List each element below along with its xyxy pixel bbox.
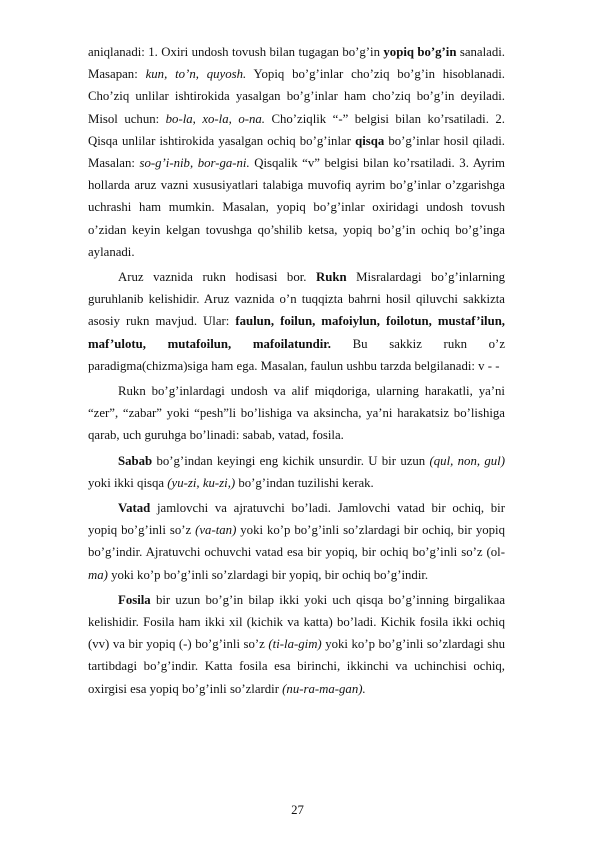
paragraph-vatad bbox=[88, 497, 505, 586]
term-rukn: Rukn bbox=[316, 270, 347, 285]
text-run: Aruz vaznida rukn hodisasi bor. bbox=[118, 270, 317, 285]
paragraph-syllable-types bbox=[88, 41, 505, 263]
term-closed-syllable: yopiq bo’g’in bbox=[383, 45, 457, 59]
term-fosila: Fosila bbox=[118, 592, 151, 607]
text-run: Bu sakkiz rukn o’z paradigma(chizma)siga ham ega. Masalan, faulun ushbu tarzda belgilanadi: v - - bbox=[88, 336, 505, 373]
text-run: bo’g’inlar hosil qiladi. Masalan: bbox=[88, 133, 506, 171]
example-words: bo-la, xo-la, o-na. bbox=[165, 111, 265, 126]
text-run: Rukn bo’g’inlardagi undosh va alif miqdoriga, ularning harakatli, ya’ni “zer”, “zabar” yoki “pesh”li bo’lishiga va aksincha, ya’ni harakatsiz bo’lishiga qarab, uch guruhga bo’linadi: sabab, vatad, fosila. bbox=[88, 384, 505, 443]
paragraph-sabab bbox=[88, 450, 505, 494]
document-page bbox=[88, 41, 505, 703]
text-run: Misralardagi bo’g’inlarning guruhlanib kelishidir. Aruz vaznida o’n tuqqizta bahrni hosil qiluvchi sakkizta asosiy rukn mavjud. Ular: bbox=[88, 270, 506, 329]
text-run: Cho’ziqlik “-” belgisi bilan ko’rsatiladi. 2. Qisqa unlilar ishtirokida yasalgan ochiq bo’g’inlar bbox=[88, 111, 505, 148]
text-run: bo’g’indan keyingi eng kichik unsurdir. U bir uzun bbox=[152, 453, 430, 468]
text-run: yoki ikki qisqa bbox=[88, 475, 168, 490]
paragraph-rukn-groups bbox=[88, 380, 505, 447]
text-run: yoki ko’p bo’g’inli so’zlardagi bir ochiq, bir yopiq bo’g’indir. Ajratuvchi ochuvchi vatad esa bir yopiq, bir ochiq bo’g’inli so’z (ol- bbox=[88, 523, 505, 560]
text-run: yoki ko’p bo’g’inli so’zlardagi shu tartibdagi bo’g’indir. Katta fosila esa birinchi, ikkinchi va uchinchisi ochiq, oxirgisi esa yopiq bo’g’inli so’zlardir bbox=[88, 637, 505, 696]
term-vatad: Vatad bbox=[118, 501, 151, 516]
page-number: 27 bbox=[291, 803, 304, 817]
text-run: bir uzun bo’g’in bilap ikki yoki uch qisqa bo’g’inning birgalikaa kelishidir. Fosila ham ikki xil (kichik va katta) bo’ladi. Kichik fosila ikki ochiq (vv) va bir yopiq (-) bo’g’inli so’z bbox=[88, 592, 505, 652]
text-run: jamlovchi va ajratuvchi bo’ladi. Jamlovchi vatad bir ochiq, bir yopiq bo’g’inli so’z bbox=[88, 501, 505, 538]
term-sabab: Sabab bbox=[118, 453, 153, 468]
example-words: ma) bbox=[88, 567, 108, 582]
text-run: yoki ko’p bo’g’inli so’zlardagi bir yopiq, bir ochiq bo’g’indir. bbox=[107, 567, 429, 582]
text-run: aniqlanadi: 1. Oxiri undosh tovush bilan tugagan bo’g’in bbox=[88, 45, 384, 59]
text-run: Yopiq bo’g’inlar cho’ziq bo’g’in hisoblanadi. Cho’ziq unlilar ishtirokida yasalgan bo’g’inlar ham cho’ziq bo’g’in deyiladi. Misol uchun: bbox=[88, 67, 505, 126]
text-run: bo’g’indan tuzilishi kerak. bbox=[235, 475, 374, 490]
example-words: (qul, non, gul) bbox=[429, 453, 505, 468]
example-words: (ti-la-gim) bbox=[268, 637, 322, 652]
example-words: (yu-zi, ku-zi,) bbox=[167, 475, 236, 490]
example-words: kun, to’n, quyosh. bbox=[145, 67, 247, 82]
example-words: so-g’i-nib, bor-ga-ni. bbox=[139, 156, 250, 171]
term-short: qisqa bbox=[355, 133, 385, 148]
text-run: sanaladi. Masapan: bbox=[88, 45, 505, 82]
rukn-list: faulun, foilun, mafoiylun, foilotun, mustaf’ilun, maf’ulotu, mutafoilun, mafoilatundir. bbox=[88, 314, 506, 351]
text-run: Qisqalik “v” belgisi bilan ko’rsatiladi. 3. Ayrim hollarda aruz vazni xususiyatlari talabiga muvofiq ayrim bo’g’inlar o’zgarishga uchrashi ham mumkin. Masalan, yopiq bo’g’inlar oxiridagi undosh tovush o’zidan keyin kelgan tovushga qo’shilib ketsa, yopiq bo’g’in ochiq bo’g’inga aylanadi. bbox=[88, 156, 505, 259]
example-words: (nu-ra-ma-gan). bbox=[282, 681, 366, 696]
paragraph-rukn bbox=[88, 266, 505, 377]
paragraph-fosila bbox=[88, 589, 505, 700]
example-words: (va-tan) bbox=[195, 523, 237, 538]
